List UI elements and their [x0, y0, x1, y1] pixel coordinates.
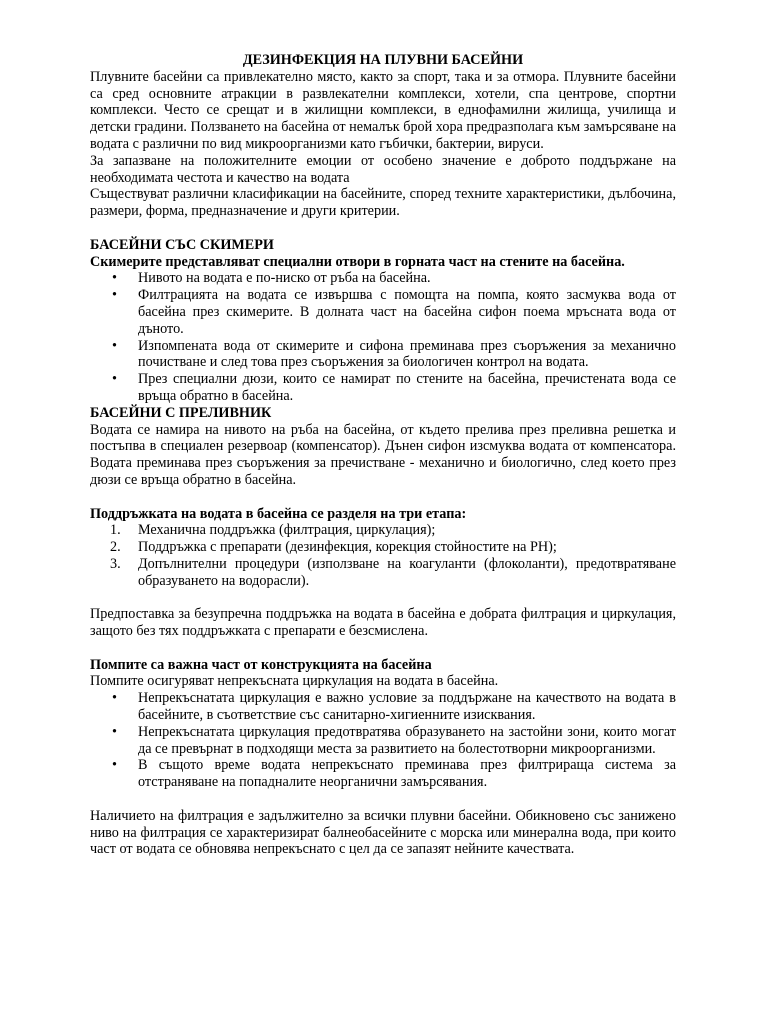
spacer	[90, 640, 676, 657]
maintenance-list	[90, 522, 676, 589]
list-item	[90, 270, 676, 287]
list-number: 2.	[110, 539, 121, 556]
bullet-marker: •	[112, 757, 117, 774]
document-page	[90, 52, 676, 858]
maintenance-heading: Поддръжката на водата в басейна се разделя на три етапа:	[90, 505, 467, 522]
bullet-marker: •	[112, 371, 117, 388]
pumps-list	[90, 690, 676, 791]
list-item-text: Филтрацията на водата се извършва с помощта на помпа, която засмуква вода от басейна през скимерите. В долната част на басейна сифон поема мръсната вода от дъното.	[138, 287, 676, 337]
skimmer-lead: Скимерите представляват специални отвори в горната част на стените на басейна.	[90, 253, 625, 270]
skimmer-heading: БАСЕЙНИ СЪС СКИМЕРИ	[90, 236, 274, 253]
list-item-text: Непрекъснатата циркулация е важно условие за поддържане на качеството на водата в басейните, в съответствие със санитарно-хигиенните изисквания.	[138, 690, 676, 724]
list-item	[90, 690, 676, 724]
list-item-text: Механична поддръжка (филтрация, циркулация);	[138, 522, 436, 539]
intro-paragraph-1: Плувните басейни са привлекателно място, както за спорт, така и за отмора. Плувните басейни са сред основните атракции в развлекателни комплекси, хотели, спа центрове, спортни комплекси. Често се срещат и в жилищни комплекси, в еднофамилни жилища, училища и детски градини. Ползването на басейна от немалък брой хора предразполага към замърсяване на водата с различни по вид микроорганизми като гъбички, бактерии, вируси.	[90, 68, 676, 152]
pumps-heading: Помпите са важна част от конструкцията на басейна	[90, 656, 432, 673]
list-item-text: Допълнителни процедури (използване на коагуланти (флоколанти), предотвратяване образуването на водорасли).	[138, 555, 676, 589]
list-item-text: Изпомпената вода от скимерите и сифона преминава през съоръжения за механично почистване и след това през съоръжения за биологичен контрол на водата.	[138, 337, 676, 371]
list-item-text: В същото време водата непрекъснато преминава през филтрираща система за отстраняване на попадналите неорганични замърсявания.	[138, 757, 676, 791]
overflow-heading: БАСЕЙНИ С ПРЕЛИВНИК	[90, 404, 272, 421]
list-item	[90, 338, 676, 372]
list-item-text: През специални дюзи, които се намират по стените на басейна, пречистената вода се връща обратно в басейна.	[138, 371, 676, 404]
list-item-text: Нивото на водата е по-ниско от ръба на басейна.	[138, 270, 431, 287]
list-item	[90, 371, 676, 405]
list-number: 3.	[110, 555, 121, 572]
bullet-marker: •	[112, 270, 117, 287]
pumps-lead: Помпите осигуряват непрекъсната циркулация на водата в басейна.	[90, 673, 499, 690]
spacer	[90, 220, 676, 237]
list-item	[90, 724, 676, 758]
intro-paragraph-3: Съществуват различни класификации на басейните, според техните характеристики, дълбочина, размери, форма, предназначение и други критерии.	[90, 186, 676, 220]
bullet-marker: •	[112, 690, 117, 707]
skimmer-list	[90, 270, 676, 404]
list-number: 1.	[110, 522, 121, 539]
list-item-text: Поддръжка с препарати (дезинфекция, корекция стойностите на PH);	[138, 539, 557, 556]
intro-paragraph-2: За запазване на положителните емоции от особено значение е доброто поддържане на необходимата честота и качество на водата	[90, 152, 676, 186]
list-item	[90, 522, 676, 539]
list-item	[90, 757, 676, 791]
closing-paragraph: Наличието на филтрация е задължително за всички плувни басейни. Обикновено със занижено ниво на филтрация се характеризират балнеобасейните с морска или минерална вода, при които част от водата се обновява непрекъснато с цел да се запазят нейните качествата.	[90, 807, 676, 858]
bullet-marker: •	[112, 337, 117, 354]
maintenance-note: Предпоставка за безупречна поддръжка на водата в басейна е добрата филтрация и циркулация, защото без тях поддръжката с препарати е безсмислена.	[90, 606, 676, 640]
overflow-paragraph: Водата се намира на нивото на ръба на басейна, от където прелива през преливна решетка и постъпва в специален резервоар (компенсатор). Дънен сифон изсмуква водата от компенсатора. Водата преминава през съоръжения за пречистване - механично и биологично, след което през дюзи се връща обратно в басейна.	[90, 421, 676, 488]
list-item	[90, 556, 676, 590]
list-item-text: Непрекъснатата циркулация предотвратява образуването на застойни зони, които могат да се превърнат в подходящи места за развитието на болестотворни микроорганизми.	[138, 723, 676, 757]
list-item	[90, 287, 676, 337]
spacer	[90, 590, 676, 607]
list-item	[90, 539, 676, 556]
bullet-marker: •	[112, 723, 117, 740]
document-title: ДЕЗИНФЕКЦИЯ НА ПЛУВНИ БАСЕЙНИ	[242, 52, 524, 68]
bullet-marker: •	[112, 287, 117, 304]
spacer	[90, 489, 676, 506]
spacer	[90, 791, 676, 808]
